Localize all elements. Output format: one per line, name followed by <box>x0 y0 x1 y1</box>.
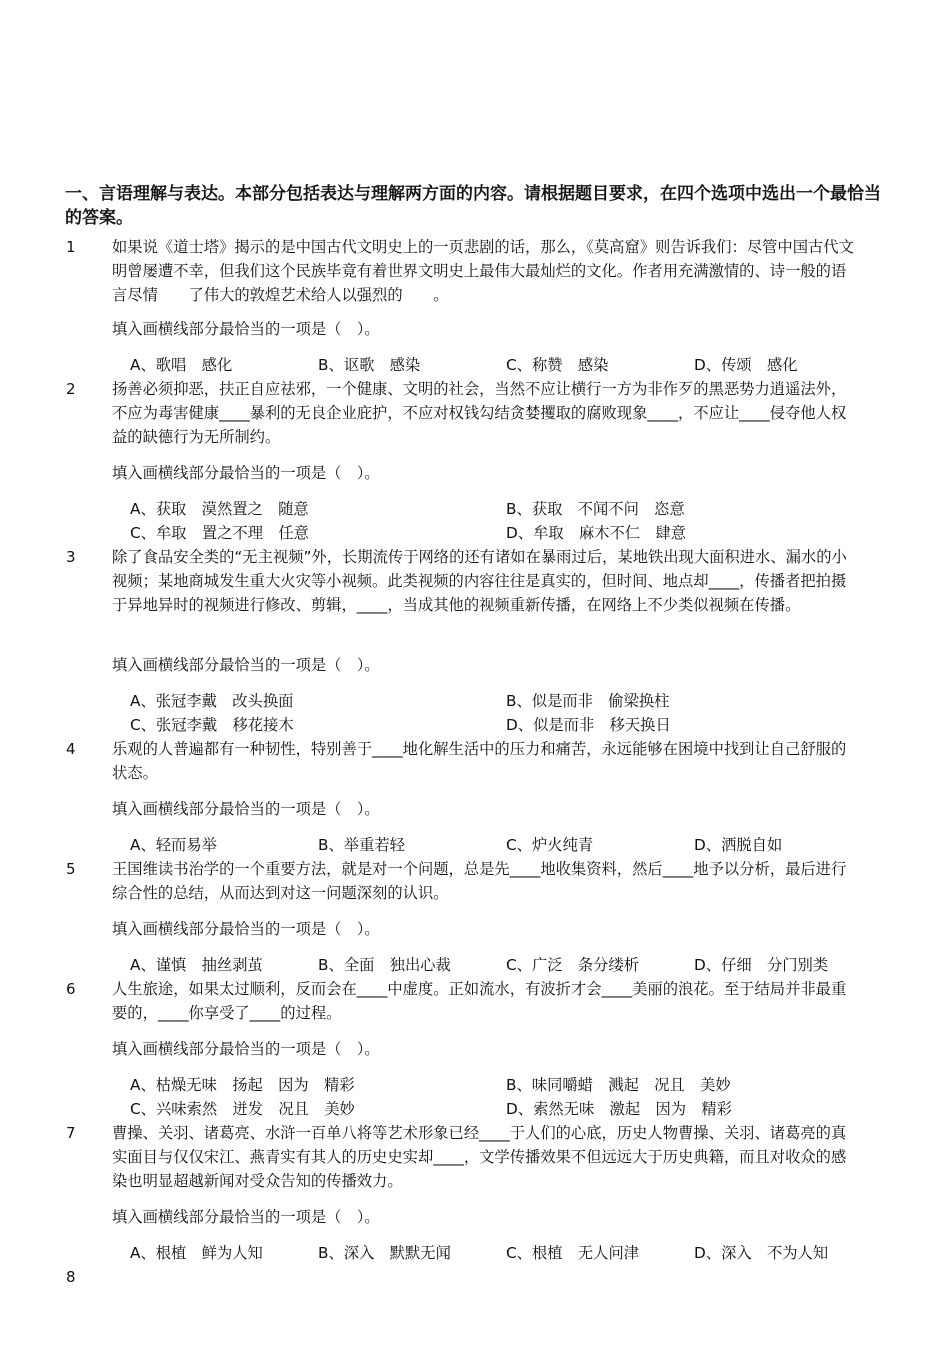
question-number: 2 <box>66 380 76 398</box>
option-b[interactable]: B、似是而非 偷梁换柱 <box>506 692 670 710</box>
option-a[interactable]: A、张冠李戴 改头换面 <box>130 692 294 710</box>
option-b[interactable]: B、全面 独出心裁 <box>318 956 451 974</box>
options <box>130 1073 890 1121</box>
options <box>130 953 890 977</box>
section-title: 一、言语理解与表达。本部分包括表达与理解两方面的内容。请根据题目要求，在四个选项中选出一个最恰当的答案。 <box>65 184 881 228</box>
option-b[interactable]: B、深入 默默无闻 <box>318 1244 451 1262</box>
question-stem: 乐观的人普遍都有一种韧性，特别善于____地化解生活中的压力和痛苦，永远能够在困境中找到让自己舒服的状态。 <box>112 740 847 782</box>
question-stem: 如果说《道士塔》揭示的是中国古代文明史上的一页悲剧的话，那么，《莫高窟》则告诉我们：尽管中国古代文明曾屡遭不幸，但我们这个民族毕竟有着世界文明史上最伟大最灿烂的文化。作者用充满激情的、诗一般的语言尽情 了伟大的敦煌艺术给人以强烈的 。 <box>112 238 854 304</box>
question-number: 4 <box>66 740 76 758</box>
option-d[interactable]: D、洒脱自如 <box>694 836 783 854</box>
question-prompt: 填入画横线部分最恰当的一项是（ ）。 <box>112 1040 380 1058</box>
option-c[interactable]: C、根植 无人问津 <box>506 1244 640 1262</box>
question-number: 3 <box>66 548 76 566</box>
option-d[interactable]: D、仔细 分门别类 <box>694 956 829 974</box>
option-b[interactable]: B、味同嚼蜡 溅起 况且 美妙 <box>506 1076 731 1094</box>
question-number: 7 <box>66 1124 76 1142</box>
option-d[interactable]: D、深入 不为人知 <box>694 1244 829 1262</box>
option-c[interactable]: C、炉火纯青 <box>506 836 594 854</box>
question-prompt: 填入画横线部分最恰当的一项是（ ）。 <box>112 800 380 818</box>
option-c[interactable]: C、称赞 感染 <box>506 356 609 374</box>
option-d[interactable]: D、牟取 麻木不仁 肆意 <box>506 524 687 542</box>
option-a[interactable]: A、谨慎 抽丝剥茧 <box>130 956 263 974</box>
option-c[interactable]: C、兴味索然 迸发 况且 美妙 <box>130 1100 355 1118</box>
options <box>130 497 890 545</box>
option-c[interactable]: C、广泛 条分缕析 <box>506 956 640 974</box>
question-stem: 扬善必须抑恶，扶正自应祛邪，一个健康、文明的社会，当然不应让横行一方为非作歹的黑恶势力逍遥法外，不应为毒害健康____暴利的无良企业庇护，不应对权钱勾结贪婪攫取的腐败现象____，不应让____侵夺他人权益的缺德行为无所制约。 <box>112 380 847 446</box>
option-b[interactable]: B、讴歌 感染 <box>318 356 421 374</box>
option-d[interactable]: D、似是而非 移天换日 <box>506 716 671 734</box>
question-number: 5 <box>66 860 76 878</box>
question-stem: 王国维读书治学的一个重要方法，就是对一个问题，总是先____地收集资料，然后____地予以分析，最后进行综合性的总结，从而达到对这一问题深刻的认识。 <box>112 860 847 902</box>
question-prompt: 填入画横线部分最恰当的一项是（ ）。 <box>112 320 380 338</box>
question-prompt: 填入画横线部分最恰当的一项是（ ）。 <box>112 464 380 482</box>
option-b[interactable]: B、举重若轻 <box>318 836 405 854</box>
question-number: 1 <box>66 238 76 256</box>
question-prompt: 填入画横线部分最恰当的一项是（ ）。 <box>112 656 380 674</box>
options <box>130 833 890 857</box>
option-b[interactable]: B、获取 不闻不问 恣意 <box>506 500 685 518</box>
question-prompt: 填入画横线部分最恰当的一项是（ ）。 <box>112 920 380 938</box>
option-a[interactable]: A、根植 鲜为人知 <box>130 1244 263 1262</box>
question-number: 8 <box>66 1268 76 1286</box>
question-prompt: 填入画横线部分最恰当的一项是（ ）。 <box>112 1208 380 1226</box>
option-a[interactable]: A、歌唱 感化 <box>130 356 233 374</box>
option-d[interactable]: D、传颂 感化 <box>694 356 798 374</box>
options <box>130 1241 890 1265</box>
option-a[interactable]: A、轻而易举 <box>130 836 217 854</box>
options <box>130 689 890 737</box>
question-stem: 人生旅途，如果太过顺利，反而会在____中虚度。正如流水，有波折才会____美丽的浪花。至于结局并非最重要的，____你享受了____的过程。 <box>112 980 847 1022</box>
option-d[interactable]: D、索然无味 激起 因为 精彩 <box>506 1100 732 1118</box>
question-number: 6 <box>66 980 76 998</box>
option-c[interactable]: C、张冠李戴 移花接木 <box>130 716 294 734</box>
options <box>130 353 890 377</box>
option-a[interactable]: A、获取 漠然置之 随意 <box>130 500 309 518</box>
question-stem: 除了食品安全类的“无主视频”外，长期流传于网络的还有诸如在暴雨过后，某地铁出现大面积进水、漏水的小视频；某地商城发生重大火灾等小视频。此类视频的内容往往是真实的，但时间、地点却____，传播者把拍摄于异地异时的视频进行修改、剪辑，____，当成其他的视频重新传播，在网络上不少类似视频在传播。 <box>112 548 847 614</box>
question-stem: 曹操、关羽、诸葛亮、水浒一百单八将等艺术形象已经____于人们的心底，历史人物曹操、关羽、诸葛亮的真实面目与仅仅宋江、燕青实有其人的历史史实却____，文学传播效果不但远远大于历史典籍，而且对收众的感染也明显超越新闻对受众告知的传播效力。 <box>112 1124 847 1190</box>
option-a[interactable]: A、枯燥无味 扬起 因为 精彩 <box>130 1076 355 1094</box>
option-c[interactable]: C、牟取 置之不理 任意 <box>130 524 309 542</box>
